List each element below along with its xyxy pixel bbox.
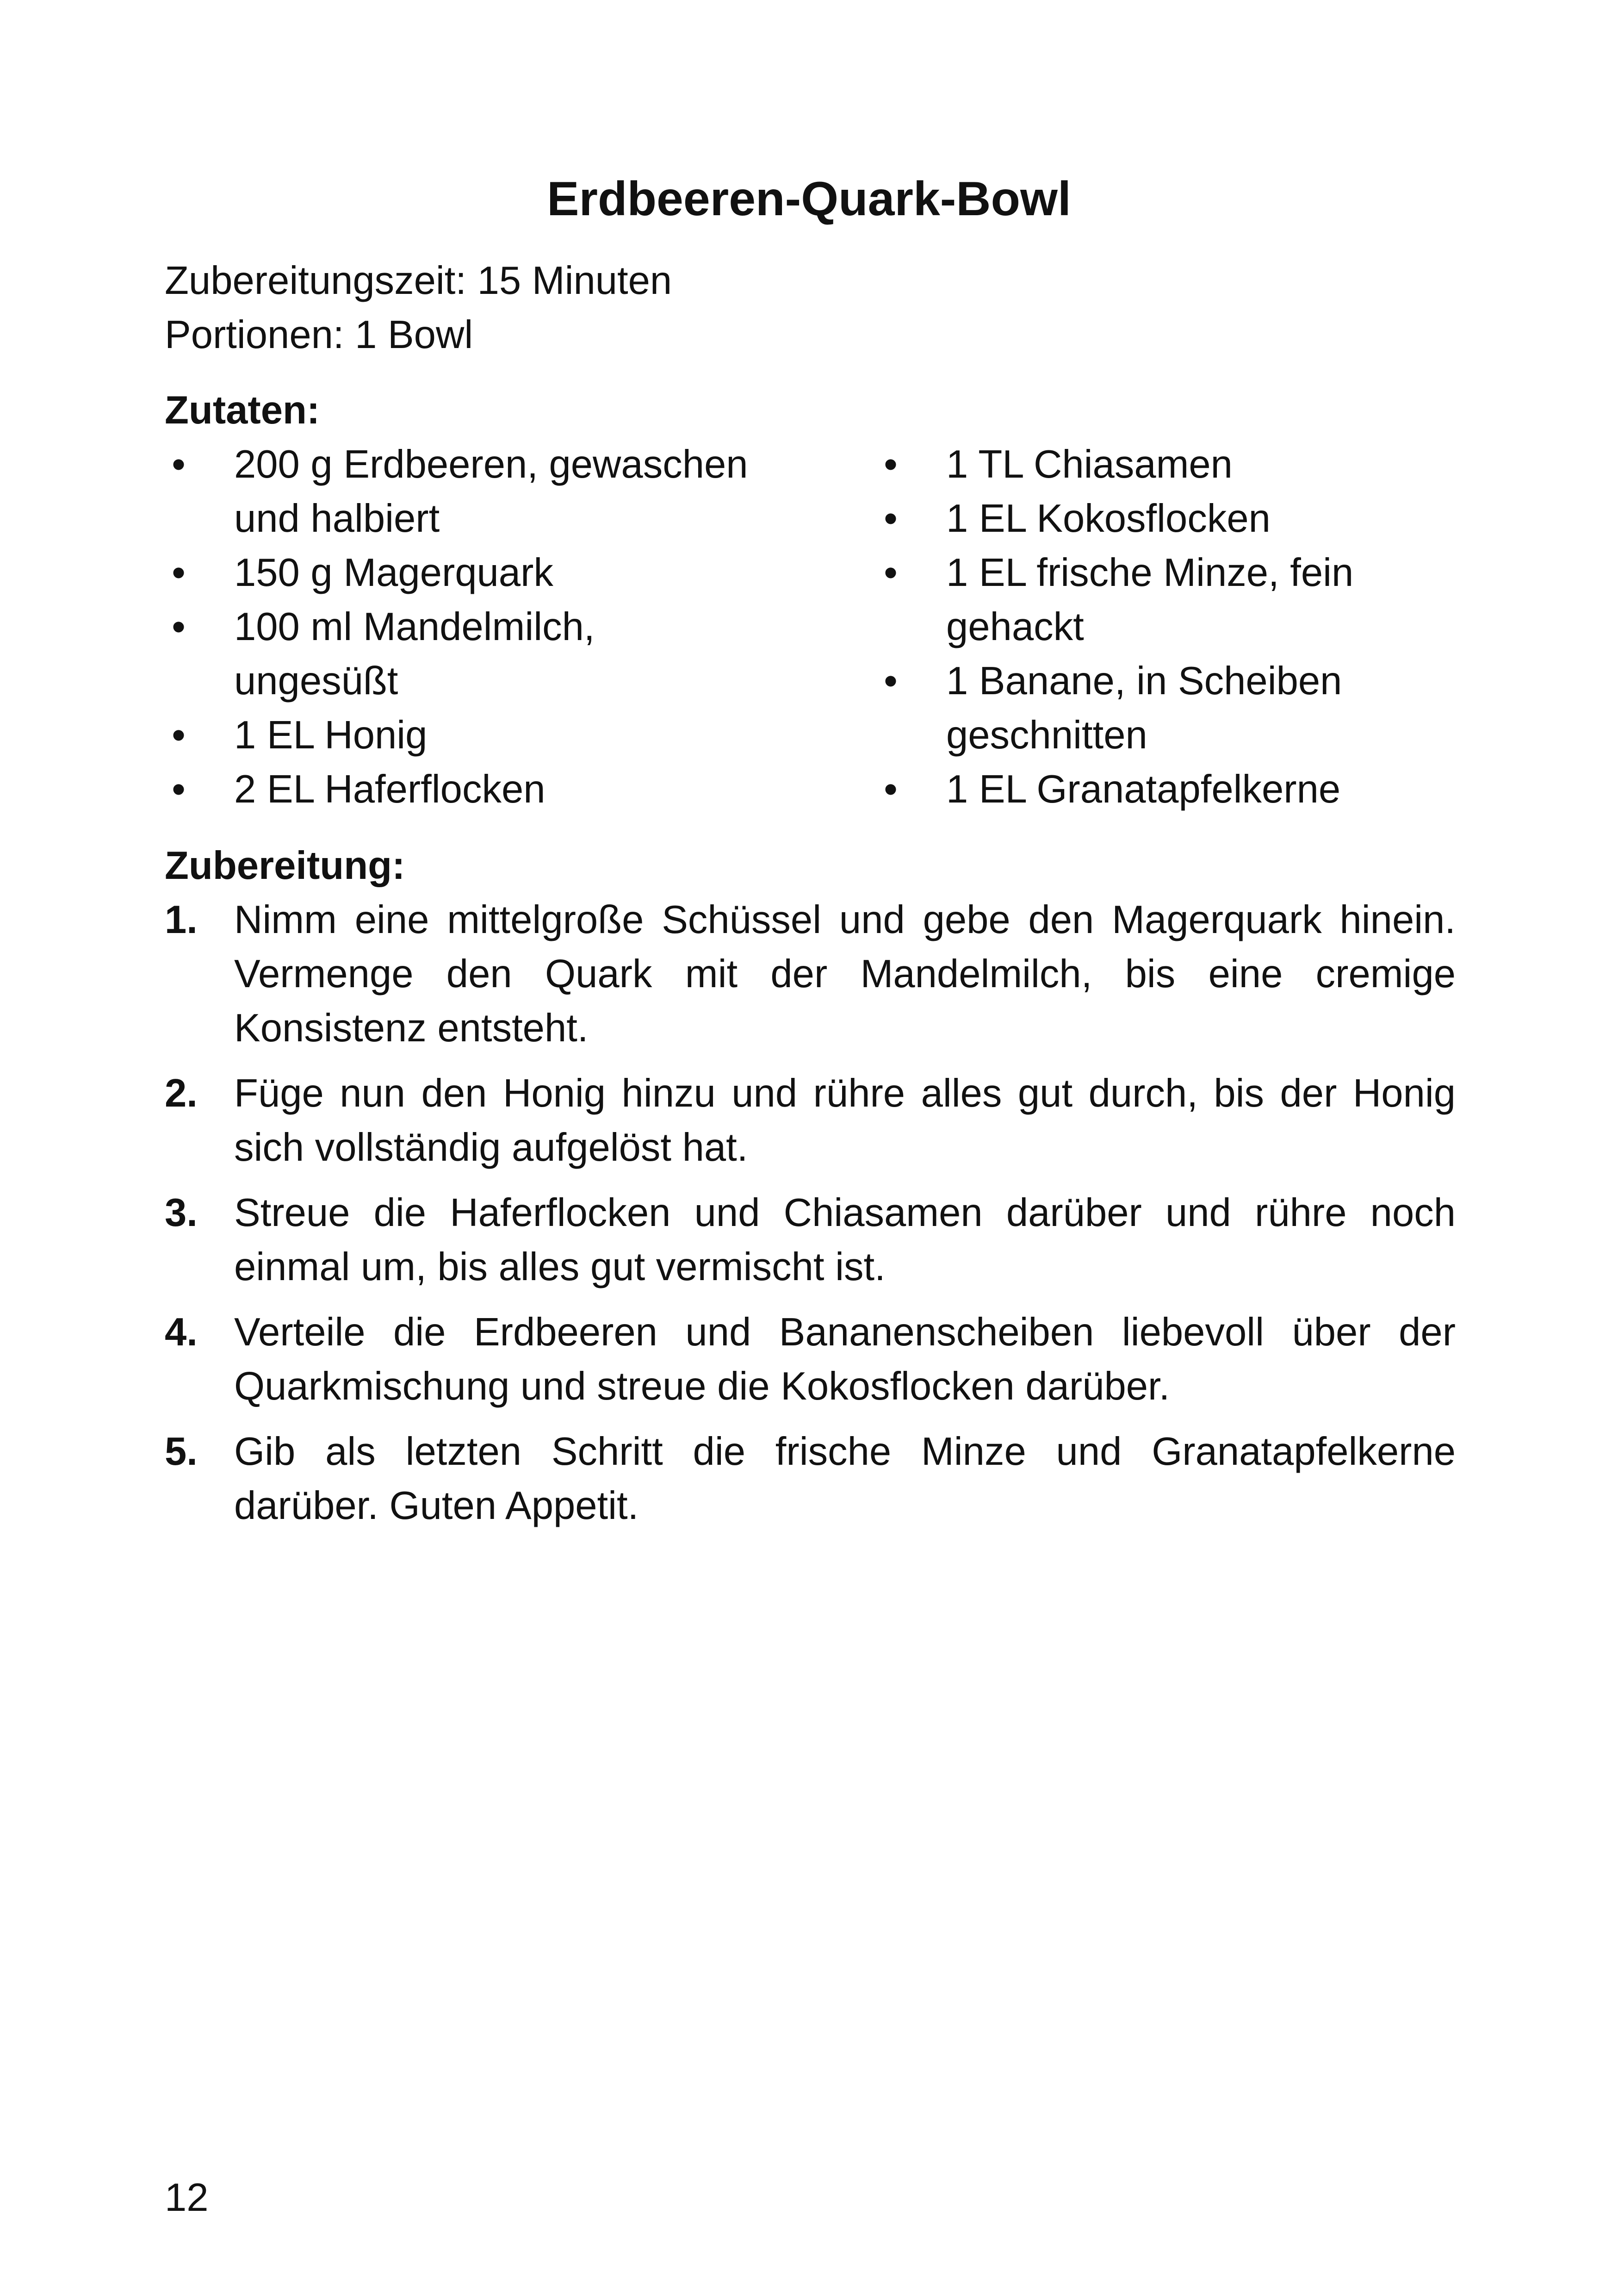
bullet-icon: •: [884, 442, 898, 486]
recipe-title: Erdbeeren-Quark-Bowl: [547, 172, 1071, 226]
step-number: 5.: [165, 1430, 198, 1474]
ingredient-item: [165, 437, 766, 546]
ingredient-item: [877, 762, 1478, 816]
bullet-icon: •: [172, 442, 186, 486]
prep-time: Zubereitungszeit: 15 Minuten: [165, 259, 672, 303]
page-number: 12: [165, 2176, 209, 2220]
ingredients-column-left: [165, 437, 766, 816]
ingredient-text: 100 ml Mandelmilch, ungesüßt: [234, 605, 595, 703]
ingredient-text: 200 g Erdbeeren, gewaschen und halbiert: [234, 442, 748, 541]
step-item: [165, 1186, 1456, 1294]
ingredient-item: [877, 654, 1478, 762]
ingredient-text: 1 EL Kokosflocken: [946, 497, 1271, 541]
step-number: 3.: [165, 1191, 198, 1235]
ingredient-item: [877, 546, 1478, 654]
ingredient-item: [877, 492, 1478, 546]
ingredient-text: 1 EL Granatapfelkerne: [946, 767, 1341, 811]
step-text: Verteile die Erdbeeren und Bananenscheiben liebevoll über der Quarkmischung und streue die Kokosflocken darüber.: [234, 1310, 1456, 1408]
preparation-heading: Zubereitung:: [165, 844, 405, 888]
bullet-icon: •: [172, 767, 186, 811]
step-number: 1.: [165, 898, 198, 942]
bullet-icon: •: [884, 497, 898, 541]
step-item: [165, 1066, 1456, 1175]
ingredient-text: 150 g Magerquark: [234, 551, 553, 595]
ingredient-item: [165, 546, 766, 600]
ingredient-item: [165, 600, 766, 708]
step-number: 4.: [165, 1310, 198, 1354]
ingredient-item: [877, 437, 1478, 492]
bullet-icon: •: [172, 605, 186, 649]
step-text: Streue die Haferflocken und Chiasamen darüber und rühre noch einmal um, bis alles gut vermischt ist.: [234, 1191, 1456, 1289]
bullet-icon: •: [884, 551, 898, 595]
ingredient-text: 1 Banane, in Scheiben geschnitten: [946, 659, 1342, 757]
step-text: Gib als letzten Schritt die frische Minze und Granatapfelkerne darüber. Guten Appetit.: [234, 1430, 1456, 1528]
bullet-icon: •: [172, 551, 186, 595]
ingredient-item: [165, 762, 766, 816]
step-item: [165, 1425, 1456, 1533]
bullet-icon: •: [172, 713, 186, 757]
bullet-icon: •: [884, 659, 898, 703]
preparation-steps: [165, 893, 1456, 1544]
ingredient-text: 1 EL frische Minze, fein gehackt: [946, 551, 1354, 649]
ingredients-heading: Zutaten:: [165, 388, 320, 432]
ingredient-text: 1 TL Chiasamen: [946, 442, 1233, 486]
recipe-meta: [165, 254, 672, 362]
bullet-icon: •: [884, 767, 898, 811]
ingredients-column-right: [877, 437, 1478, 816]
step-text: Nimm eine mittelgroße Schüssel und gebe den Magerquark hinein. Vermenge den Quark mit der Mandelmilch, bis eine cremige Konsistenz entsteht.: [234, 898, 1456, 1050]
step-text: Füge nun den Honig hinzu und rühre alles gut durch, bis der Honig sich vollständig aufgelöst hat.: [234, 1071, 1456, 1170]
ingredient-text: 2 EL Haferflocken: [234, 767, 546, 811]
ingredient-text: 1 EL Honig: [234, 713, 428, 757]
step-item: [165, 1305, 1456, 1413]
step-number: 2.: [165, 1071, 198, 1115]
ingredient-item: [165, 708, 766, 762]
servings: Portionen: 1 Bowl: [165, 313, 473, 357]
step-item: [165, 893, 1456, 1055]
